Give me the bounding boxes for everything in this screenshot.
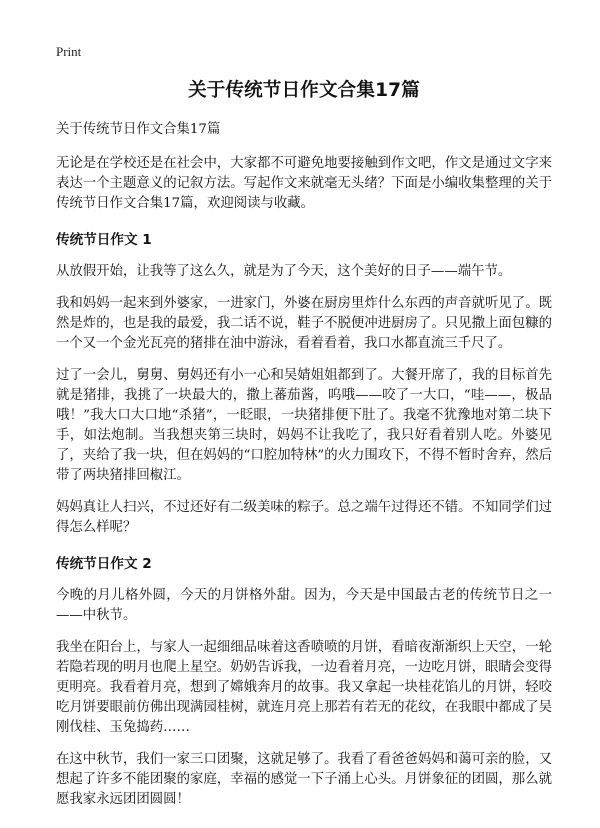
section-paragraph: 我坐在阳台上，与家人一起细细品味着这香喷喷的月饼，看暗夜渐渐织上天空，一轮若隐若现的明月也爬上星空。奶奶告诉我，一边看着月亮，一边吃月饼，眼睛会变得更明亮。我看着月亮，想到了嫦娥奔月的故事。我又拿起一块桂花馅儿的月饼，轻咬吃月饼要眼前仿佛出现满园桂树，就连月亮上那若有若无的花纹，在我眼中都成了吴刚伐桂、玉兔捣药……	[56, 640, 552, 735]
print-link[interactable]: Print	[56, 44, 82, 59]
section-paragraph: 在这中秋节，我们一家三口团聚，这就足够了。我看了看爸爸妈妈和蔼可亲的脸，又想起了许多不能团聚的家庭，幸福的感觉一下子涌上心头。月饼象征的团圆，那么就愿我家永远团团圆圆！	[56, 752, 552, 807]
section-paragraph: 过了一会儿，舅舅、舅妈还有小一心和吴婧姐姐都到了。大餐开席了，我的目标首先就是猪排，我挑了一块最大的，撒上蕃茄酱，呜哦——咬了一大口，“哇——，极品哦！”我大口大口地“杀猪”，一眨眼，一块猪排便下肚了。我毫不犹豫地对第二块下手，如法炮制。当我想夹第三块时，妈妈不让我吃了，我只好看着别人吃。外婆见了，夹给了我一块，但在妈妈的“口腔加特林”的火力围攻下，不得不暂时舍弃，然后带了两块猪排回椒江。	[56, 368, 552, 483]
intro-paragraph: 无论是在学校还是在社会中，大家都不可避免地要接触到作文吧，作文是通过文字来表达一个主题意义的记叙方法。写起作文来就毫无头绪？下面是小编收集整理的关于传统节日作文合集17篇，欢迎阅读与收藏。	[56, 156, 552, 211]
page-title: 关于传统节日作文合集17篇	[188, 80, 420, 101]
section-paragraph: 今晚的月儿格外圆，今天的月饼格外甜。因为，今天是中国最古老的传统节日之一——中秋节。	[56, 588, 552, 623]
document-body	[56, 120, 552, 822]
section-paragraph: 我和妈妈一起来到外婆家，一进家门，外婆在厨房里炸什么东西的声音就听见了。既然是炸的，也是我的最爱，我二话不说，鞋子不脱便冲进厨房了。只见撒上面包糠的一个又一个金光瓦亮的猪排在油中游泳，看着看着，我口水都直流三千尺了。	[56, 296, 552, 351]
section-paragraph: 妈妈真让人扫兴，不过还好有二级美味的粽子。总之端午过得还不错。不知同学们过得怎么样呢？	[56, 500, 552, 535]
section-heading: 传统节日作文 1	[56, 232, 152, 248]
section-heading: 传统节日作文 2	[56, 556, 152, 572]
document-subtitle: 关于传统节日作文合集17篇	[56, 122, 221, 137]
section-paragraph: 从放假开始，让我等了这么久，就是为了今天，这个美好的日子——端午节。	[56, 264, 512, 279]
